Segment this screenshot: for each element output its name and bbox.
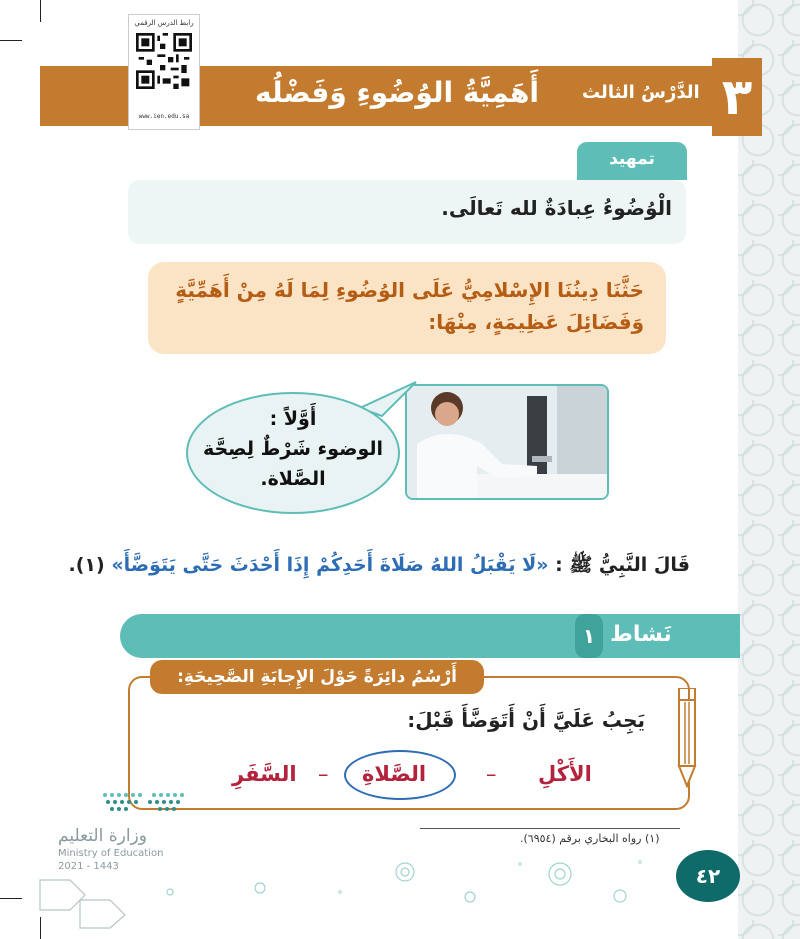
lesson-title: أَهَمِيَّةُ الوُضُوءِ وَفَضْلُه — [255, 76, 540, 109]
bubble-line: أَوَّلاً : — [269, 408, 317, 430]
lesson-number: ٣ — [712, 58, 762, 136]
ministry-name-english: Ministry of Education — [58, 848, 164, 859]
activity-instruction: أَرْسُمُ دائِرَةً حَوْلَ الإِجابَةِ الصَّحِيحَةِ: — [150, 660, 484, 694]
activity-title: نَشاط — [610, 622, 672, 647]
qr-code-icon[interactable] — [136, 33, 192, 89]
intro-tab: تمهيد — [577, 142, 687, 180]
crop-mark — [40, 0, 41, 22]
crop-mark — [0, 40, 22, 41]
hadith-text: «لَا يَقْبَلُ اللهُ صَلَاةَ أَحَدِكُمْ إِذَا أَحْدَثَ حَتَّى يَتَوَضَّأَ» — [111, 554, 549, 576]
page-number: ٤٢ — [676, 850, 740, 902]
ministry-logo-dots-icon — [100, 790, 190, 818]
hadith-quote — [68, 553, 690, 581]
boy-washing-hands-image — [405, 384, 609, 500]
qr-caption: رابط الدرس الرقمي — [134, 19, 194, 27]
lesson-label: الدَّرْسُ الثالث — [582, 82, 700, 103]
bubble-line: الصَّلاة. — [260, 468, 326, 490]
ministry-name-arabic: وزارة التعليم — [58, 826, 147, 846]
crop-mark — [0, 898, 22, 899]
bubble-line: الوضوء شَرْطٌ لِصِحَّة — [202, 438, 384, 460]
option-travel[interactable]: السَّفَرِ — [232, 762, 297, 786]
footnote-ref: (١). — [68, 554, 105, 576]
decorative-floral-dots — [140, 852, 760, 912]
speech-bubble — [186, 392, 400, 514]
qr-url: www.ien.edu.sa — [138, 113, 190, 120]
option-prayer[interactable]: الصَّلاةِ — [362, 762, 427, 786]
activity-question: يَجِبُ عَلَيَّ أَنْ أَتَوَضَّأَ قَبْلَ: — [407, 708, 645, 732]
intro-box — [128, 180, 686, 244]
footnote-divider — [420, 828, 680, 829]
quote-speaker: قَالَ النَّبِيُّ ﷺ : — [555, 554, 690, 576]
callout-box — [148, 262, 666, 354]
option-separator: – — [318, 762, 329, 786]
option-eating[interactable]: الأَكْلِ — [538, 762, 592, 786]
decorative-geometric-outline — [30, 870, 140, 930]
speech-bubble-text — [188, 404, 398, 494]
activity-number: ١ — [575, 614, 603, 658]
decorative-pattern-strip — [738, 0, 800, 939]
edition-year: 2021 - 1443 — [58, 861, 119, 872]
option-separator: – — [486, 762, 497, 786]
callout-text: حَثَّنَا دِينُنَا الإِسْلامِيُّ عَلَى الوُضُوءِ لِمَا لَهُ مِنْ أَهَمِّيَّةٍ وَفَضَائِلَ عَظِيمَةٍ، مِنْهَا: — [175, 278, 644, 334]
pencil-icon — [676, 688, 698, 788]
footnote: (١) رواه البخاري برقم (٦٩٥٤). — [520, 832, 660, 845]
qr-card[interactable] — [128, 14, 200, 130]
intro-text: الْوُضُوءُ عِبادَةٌ لله تَعالَى. — [441, 196, 672, 220]
